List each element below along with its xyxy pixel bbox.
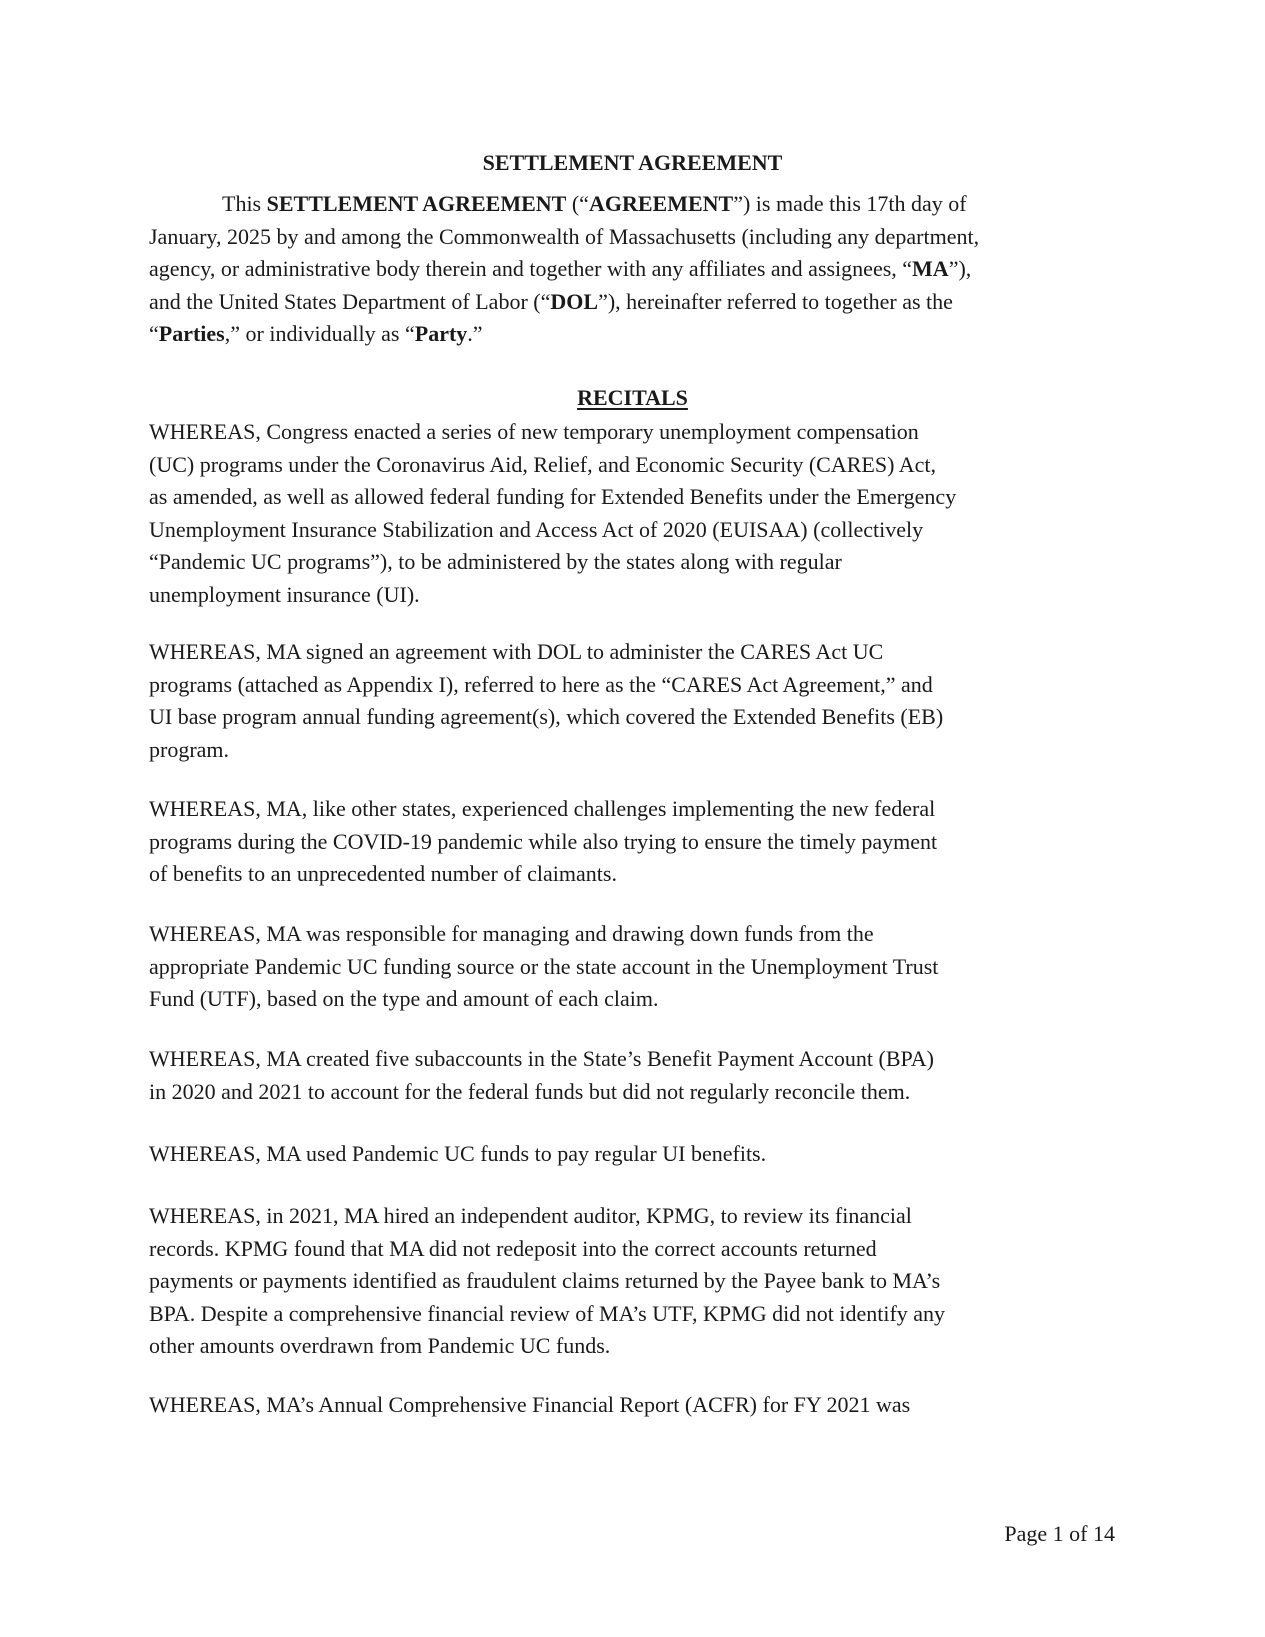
bold-ma: MA (912, 256, 949, 281)
document-title (0, 148, 1265, 178)
intro-line-1: This SETTLEMENT AGREEMENT (“AGREEMENT”) is made this 17th day of (222, 191, 967, 216)
recital-line: as amended, as well as allowed federal funding for Extended Benefits under the Emergency (149, 484, 957, 509)
recital-paragraph-6 (149, 1138, 1124, 1171)
intro-paragraph (149, 188, 1124, 351)
intro-line-4: and the United States Department of Labor (“DOL”), hereinafter referred to together as the (149, 288, 953, 314)
bold-agreement: AGREEMENT (588, 191, 734, 216)
recital-line: appropriate Pandemic UC funding source or the state account in the Unemployment Trust (149, 953, 939, 979)
recital-line: of benefits to an unprecedented number of claimants. (149, 861, 617, 886)
recital-line: other amounts overdrawn from Pandemic UC funds. (149, 1333, 611, 1358)
recital-paragraph-8 (149, 1389, 1124, 1422)
recital-line: program. (149, 736, 230, 762)
recital-line: BPA. Despite a comprehensive financial review of MA’s UTF, KPMG did not identify any (149, 1300, 946, 1326)
intro-line-3: agency, or administrative body therein and together with any affiliates and assignees, “MA”), (149, 256, 972, 281)
recital-paragraph-1 (149, 416, 1124, 611)
recital-line: WHEREAS, MA, like other states, experienced challenges implementing the new federal (149, 796, 936, 821)
recital-line: payments or payments identified as fraudulent claims returned by the Payee bank to MA’s (149, 1268, 941, 1293)
recital-line: WHEREAS, MA used Pandemic UC funds to pay regular UI benefits. (149, 1141, 767, 1166)
bold-settlement-agreement: SETTLEMENT AGREEMENT (266, 191, 567, 216)
recital-line: WHEREAS, in 2021, MA hired an independent auditor, KPMG, to review its financial (149, 1203, 912, 1228)
page-number: Page 1 of 14 (1004, 1521, 1115, 1546)
recitals-heading (0, 383, 1265, 413)
recital-line: WHEREAS, MA was responsible for managing and drawing down funds from the (149, 921, 874, 946)
recital-line: WHEREAS, Congress enacted a series of new temporary unemployment compensation (149, 419, 919, 444)
bold-parties: Parties (158, 321, 225, 346)
recital-line: in 2020 and 2021 to account for the federal funds but did not regularly reconcile them. (149, 1078, 911, 1104)
recital-line: WHEREAS, MA signed an agreement with DOL to administer the CARES Act UC (149, 639, 884, 664)
recital-line: programs during the COVID-19 pandemic while also trying to ensure the timely payment (149, 828, 938, 854)
recital-paragraph-5 (149, 1043, 1124, 1108)
recital-line: unemployment insurance (UI). (149, 581, 420, 607)
recital-line: records. KPMG found that MA did not redeposit into the correct accounts returned (149, 1235, 877, 1261)
recital-paragraph-2 (149, 636, 1124, 766)
bold-party: Party (414, 321, 468, 346)
recital-paragraph-7 (149, 1200, 1124, 1363)
recital-paragraph-4 (149, 918, 1124, 1016)
recital-line: programs (attached as Appendix I), referred to here as the “CARES Act Agreement,” and (149, 671, 933, 697)
intro-line-5: “Parties,” or individually as “Party.” (149, 321, 483, 346)
intro-line-2: January, 2025 by and among the Commonwealth of Massachusetts (including any department, (149, 223, 980, 249)
recital-line: Unemployment Insurance Stabilization and Access Act of 2020 (EUISAA) (collectively (149, 516, 924, 542)
recital-line: Fund (UTF), based on the type and amount of each claim. (149, 986, 659, 1011)
recital-line: “Pandemic UC programs”), to be administered by the states along with regular (149, 549, 842, 574)
recital-line: WHEREAS, MA’s Annual Comprehensive Financial Report (ACFR) for FY 2021 was (149, 1392, 911, 1417)
recital-line: WHEREAS, MA created five subaccounts in the State’s Benefit Payment Account (BPA) (149, 1046, 934, 1071)
document-title-text: SETTLEMENT AGREEMENT (482, 150, 783, 175)
recital-line: (UC) programs under the Coronavirus Aid, Relief, and Economic Security (CARES) Act, (149, 451, 936, 477)
bold-dol: DOL (550, 288, 599, 314)
recitals-heading-text: RECITALS (577, 385, 688, 410)
recital-paragraph-3 (149, 793, 1124, 891)
recital-line: UI base program annual funding agreement(s), which covered the Extended Benefits (EB) (149, 704, 944, 729)
